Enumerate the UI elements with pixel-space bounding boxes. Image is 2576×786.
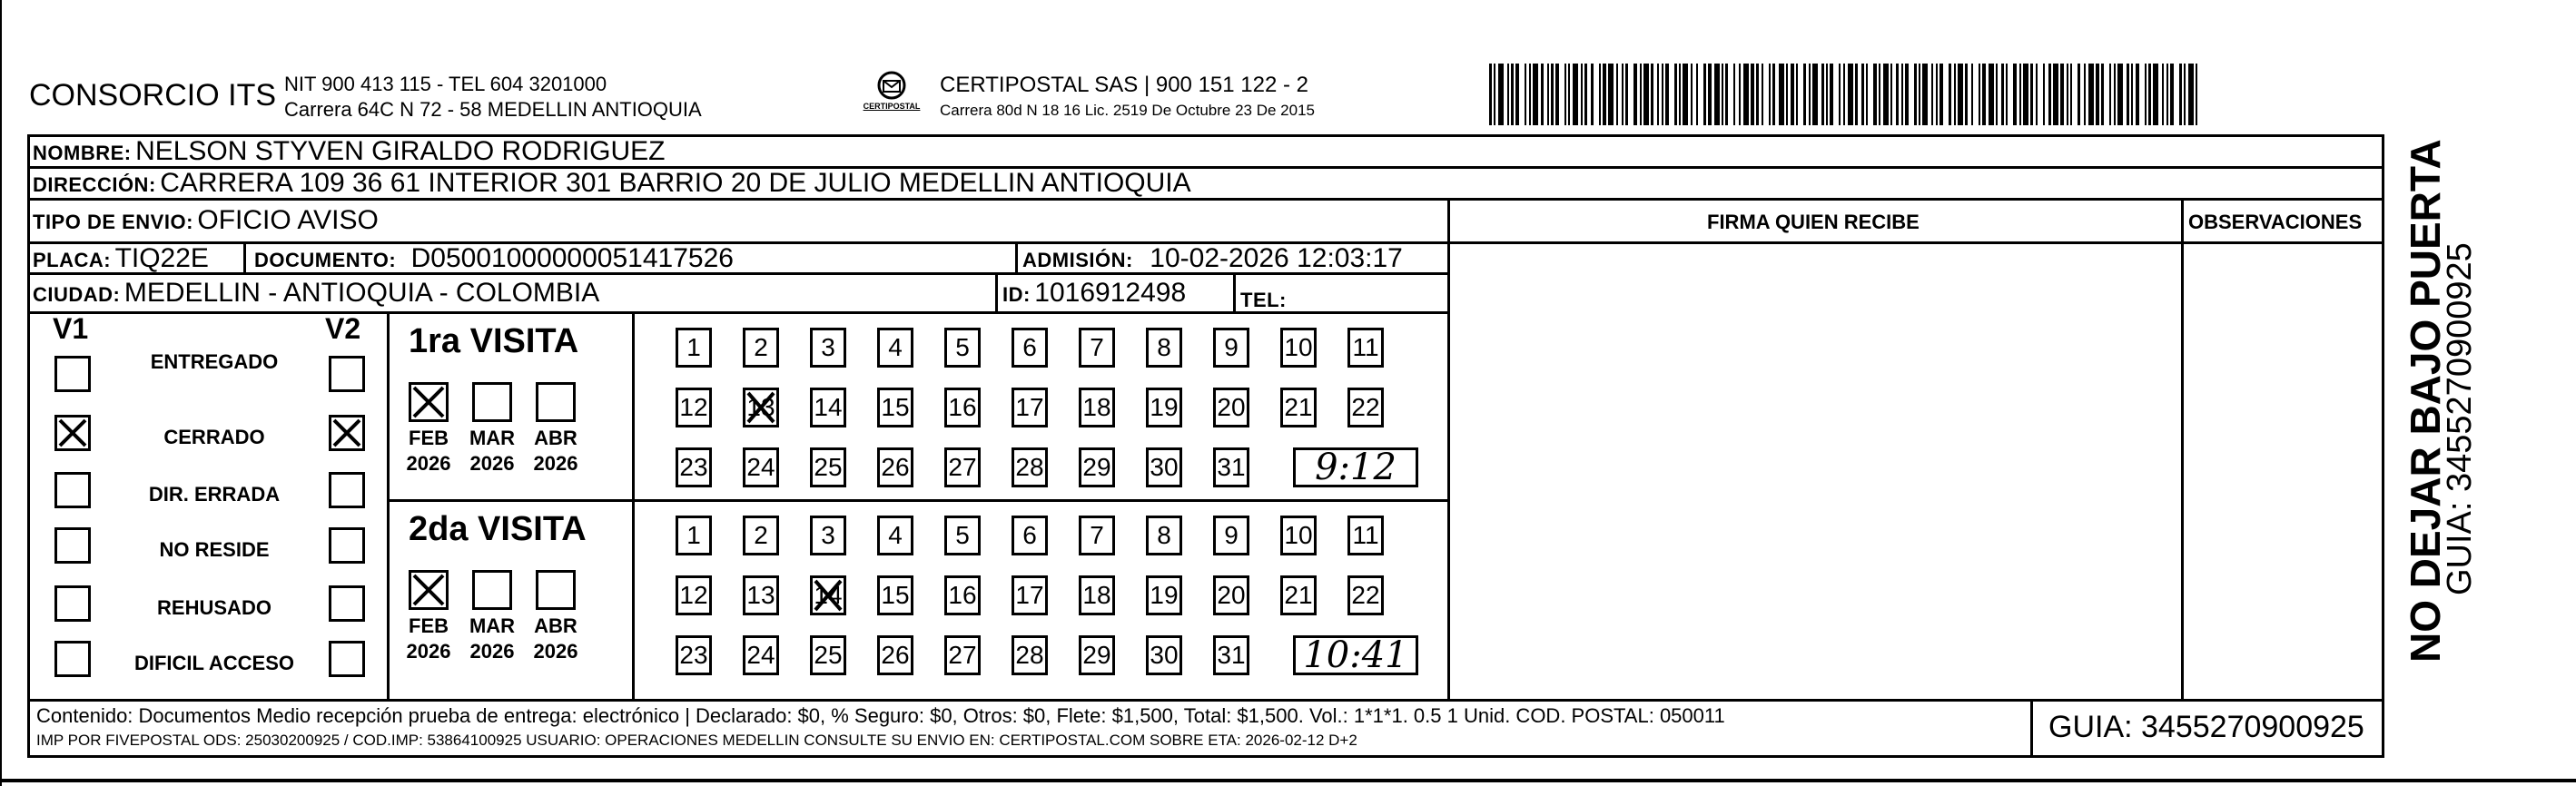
tipo-row — [33, 205, 379, 236]
barcode-bar — [1529, 64, 1531, 125]
barcode-bar — [1616, 64, 1618, 125]
barcode-bar — [1696, 64, 1698, 125]
barcode-bar — [1979, 64, 1980, 125]
barcode-bar — [1965, 64, 1968, 125]
company-address: Carrera 64C N 72 - 58 MEDELLIN ANTIOQUIA — [284, 98, 702, 121]
v2-checkbox[interactable] — [329, 585, 365, 622]
barcode-bar — [1839, 64, 1841, 125]
side-warning: NO DEJAR BAJO PUERTA — [2402, 139, 2449, 663]
barcode-bar — [1683, 64, 1688, 125]
direccion-row — [33, 168, 1191, 199]
day-box[interactable]: 21 — [1280, 388, 1317, 427]
barcode-bar — [1679, 64, 1681, 125]
month-checkbox[interactable] — [472, 382, 512, 422]
v2-checkbox[interactable] — [329, 472, 365, 508]
barcode-bar — [1791, 64, 1794, 125]
barcode-bar — [1989, 64, 1994, 125]
barcode-bar — [1971, 64, 1973, 125]
month-label: FEB 2026 — [406, 614, 451, 663]
v1-checkbox[interactable] — [54, 356, 91, 392]
firma-col-line — [1447, 198, 1450, 702]
page-left-border — [0, 0, 2, 786]
day-box[interactable]: 18 — [1079, 388, 1115, 427]
x-mark-icon — [745, 390, 776, 425]
month-checkbox[interactable] — [472, 570, 512, 610]
barcode-bar — [1954, 64, 1956, 125]
barcode-bar — [1896, 64, 1899, 125]
barcode-bar — [1625, 64, 1628, 125]
admision-cell — [1022, 243, 1403, 274]
admision-label: ADMISIÓN: — [1022, 249, 1133, 271]
barcode-bar — [2013, 64, 2017, 125]
barcode-bar — [2067, 64, 2068, 125]
day-box[interactable]: 15 — [877, 575, 913, 615]
barcode-bar — [1581, 64, 1583, 125]
barcode-bar — [1722, 64, 1723, 125]
v1-checkbox[interactable] — [54, 472, 91, 508]
barcode-bar — [1674, 64, 1677, 125]
barcode-bar — [2188, 64, 2194, 125]
barcode-bar — [2184, 64, 2186, 125]
day-box[interactable]: 23 — [676, 447, 712, 487]
barcode-bar — [1551, 64, 1554, 125]
day-box[interactable]: 25 — [810, 447, 846, 487]
day-box[interactable]: 8 — [1146, 516, 1182, 555]
observaciones-header: OBSERVACIONES — [2188, 211, 2363, 233]
carrier-address: Carrera 80d N 18 16 Lic. 2519 De Octubre 23 De 2015 — [940, 102, 1315, 119]
direccion-value: CARRERA 109 36 61 INTERIOR 301 BARRIO 20 DE JULIO MEDELLIN ANTIOQUIA — [160, 168, 1191, 198]
carrier-name: CERTIPOSTAL SAS | 900 151 122 - 2 — [940, 73, 1308, 97]
barcode-bar — [1603, 64, 1606, 125]
barcode-bar — [1996, 64, 1998, 125]
day-box[interactable]: 29 — [1079, 447, 1115, 487]
barcode-bar — [1843, 64, 1845, 125]
barcode-bar — [2060, 64, 2064, 125]
x-mark-icon — [57, 418, 88, 448]
day-box[interactable]: 11 — [1347, 516, 1384, 555]
day-box[interactable]: 6 — [1012, 328, 1048, 368]
barcode-bar — [2131, 64, 2133, 125]
tel-cell — [1240, 283, 1287, 314]
barcode-bar — [2070, 64, 2072, 125]
day-box[interactable]: 20 — [1213, 575, 1249, 615]
barcode-bar — [1873, 64, 1877, 125]
day-box[interactable]: 10 — [1280, 328, 1317, 368]
v2-label: V2 — [325, 312, 361, 345]
barcode-bar — [2019, 64, 2021, 125]
barcode-bar — [1511, 64, 1514, 125]
tipo-value: OFICIO AVISO — [197, 205, 379, 235]
barcode-bar — [1714, 64, 1720, 125]
barcode-bar — [1703, 64, 1706, 125]
tipo-label: TIPO DE ENVIO: — [33, 211, 193, 233]
day-box[interactable]: 23 — [676, 635, 712, 675]
barcode-bar — [1821, 64, 1824, 125]
day-box[interactable]: 30 — [1146, 635, 1182, 675]
placa-cell — [33, 243, 209, 274]
barcode-bar — [1879, 64, 1880, 125]
barcode-bar — [1901, 64, 1903, 125]
day-box[interactable]: 13 — [743, 388, 779, 427]
v1-checkbox[interactable] — [54, 585, 91, 622]
footer-contenido: Contenido: Documentos Medio recepción prueba de entrega: electrónico | Declarado: $0, % Seguro: $0, Otros: $0, Flete: $1,500, Total: $1,500. Vol.: 1*1*1. 0.5 1 Unid. COD. POSTAL: 050011 — [36, 704, 1725, 727]
barcode-bar — [1769, 64, 1771, 125]
page-bottom-border — [0, 779, 2576, 782]
barcode-bar — [1633, 64, 1637, 125]
barcode-bar — [2179, 64, 2182, 125]
v2-checkbox[interactable] — [329, 527, 365, 564]
ciudad-cell — [33, 278, 599, 309]
barcode-bar — [2023, 64, 2028, 125]
documento-label: DOCUMENTO: — [254, 249, 397, 271]
status-option-label: DIFICIL ACCESO — [133, 652, 294, 674]
barcode-bar — [1866, 64, 1868, 125]
barcode-bar — [1762, 64, 1763, 125]
day-box[interactable]: 10 — [1280, 516, 1317, 555]
barcode-bar — [1796, 64, 1798, 125]
day-box[interactable]: 15 — [877, 388, 913, 427]
visit-time-box: 10:41 — [1293, 635, 1418, 675]
day-box[interactable]: 29 — [1079, 635, 1115, 675]
barcode-bar — [1657, 64, 1659, 125]
barcode-bar — [1830, 64, 1833, 125]
barcode-bar — [2048, 64, 2051, 125]
month-label: ABR 2026 — [533, 614, 578, 663]
barcode-bar — [2036, 64, 2038, 125]
day-box[interactable]: 18 — [1079, 575, 1115, 615]
v1-checkbox[interactable] — [54, 415, 91, 451]
barcode-bar — [1826, 64, 1828, 125]
x-mark-icon — [411, 573, 446, 607]
ciudad-label: CIUDAD: — [33, 283, 121, 306]
company-nit: NIT 900 413 115 - TEL 604 3201000 — [284, 73, 607, 95]
barcode-bar — [1494, 64, 1495, 125]
month-label: MAR 2026 — [469, 427, 516, 475]
barcode-bar — [2145, 64, 2147, 125]
logo-text: CERTIPOSTAL — [863, 102, 921, 111]
day-box[interactable]: 27 — [944, 447, 981, 487]
x-mark-icon — [331, 418, 362, 448]
month-label: FEB 2026 — [406, 427, 451, 475]
barcode-bar — [2084, 64, 2086, 125]
id-cell — [1002, 278, 1186, 309]
status-option-label: NO RESIDE — [159, 538, 270, 561]
day-box[interactable]: 11 — [1347, 328, 1384, 368]
barcode-bar — [2053, 64, 2058, 125]
status-visit-sep — [387, 311, 390, 702]
day-box[interactable]: 14 — [810, 388, 846, 427]
barcode-bar — [1756, 64, 1759, 125]
barcode-bar — [1958, 64, 1963, 125]
day-box[interactable]: 24 — [743, 447, 779, 487]
day-box[interactable]: 9 — [1213, 328, 1249, 368]
v1-checkbox[interactable] — [54, 527, 91, 564]
row-line-5 — [27, 311, 1449, 314]
barcode-bar — [1591, 64, 1594, 125]
barcode-bar — [1855, 64, 1858, 125]
day-box[interactable]: 31 — [1213, 635, 1249, 675]
v1-checkbox[interactable] — [54, 641, 91, 677]
day-box[interactable]: 4 — [877, 328, 913, 368]
barcode-bar — [2078, 64, 2080, 125]
barcode-bar — [2088, 64, 2094, 125]
v2-checkbox[interactable] — [329, 641, 365, 677]
v1-label: V1 — [53, 312, 89, 345]
barcode-bar — [2043, 64, 2045, 125]
visit-time-box: 9:12 — [1293, 447, 1418, 487]
barcode-bar — [1982, 64, 1986, 125]
nombre-label: NOMBRE: — [33, 142, 132, 164]
barcode-bar — [1812, 64, 1818, 125]
day-box[interactable]: 24 — [743, 635, 779, 675]
barcode-bar — [1489, 64, 1492, 125]
day-box[interactable]: 3 — [810, 516, 846, 555]
day-box[interactable]: 12 — [676, 388, 712, 427]
barcode-bar — [1883, 64, 1889, 125]
day-box[interactable]: 19 — [1146, 388, 1182, 427]
barcode-bar — [2127, 64, 2129, 125]
barcode-bar — [1919, 64, 1920, 125]
barcode-bar — [1665, 64, 1669, 125]
visit-divider-line — [387, 499, 1449, 502]
firma-header: FIRMA QUIEN RECIBE — [1707, 211, 1920, 233]
barcode-bar — [1651, 64, 1653, 125]
day-box[interactable]: 28 — [1012, 447, 1048, 487]
day-box[interactable]: 21 — [1280, 575, 1317, 615]
day-box[interactable]: 16 — [944, 388, 981, 427]
footer-guia: GUIA: 3455270900925 — [2048, 710, 2364, 744]
barcode-bar — [1949, 64, 1951, 125]
day-box[interactable]: 16 — [944, 575, 981, 615]
admision-sep — [1015, 241, 1018, 274]
day-box[interactable]: 14 — [810, 575, 846, 615]
barcode-bar — [2096, 64, 2099, 125]
day-box[interactable]: 17 — [1012, 388, 1048, 427]
day-box[interactable]: 4 — [877, 516, 913, 555]
barcode-bar — [2166, 64, 2168, 125]
visit-title: 1ra VISITA — [409, 322, 579, 360]
barcode-bar — [1643, 64, 1649, 125]
tel-sep — [1233, 272, 1236, 313]
admision-value: 10-02-2026 12:03:17 — [1150, 243, 1403, 273]
obs-col-line — [2181, 198, 2184, 702]
table-right-line — [2382, 134, 2384, 758]
day-box[interactable]: 8 — [1146, 328, 1182, 368]
barcode-bar — [1555, 64, 1559, 125]
barcode-bar — [1584, 64, 1587, 125]
barcode-bar — [2101, 64, 2104, 125]
day-box[interactable]: 20 — [1213, 388, 1249, 427]
day-box[interactable]: 5 — [944, 516, 981, 555]
day-box[interactable]: 5 — [944, 328, 981, 368]
table-left-line — [27, 134, 30, 758]
day-box[interactable]: 19 — [1146, 575, 1182, 615]
barcode — [1489, 64, 2206, 125]
day-box[interactable]: 3 — [810, 328, 846, 368]
day-box[interactable]: 31 — [1213, 447, 1249, 487]
direccion-label: DIRECCIÓN: — [33, 173, 156, 196]
barcode-bar — [1541, 64, 1544, 125]
day-box[interactable]: 7 — [1079, 328, 1115, 368]
ciudad-value: MEDELLIN - ANTIOQUIA - COLOMBIA — [123, 278, 600, 308]
day-box[interactable]: 22 — [1347, 575, 1384, 615]
v2-checkbox[interactable] — [329, 356, 365, 392]
barcode-bar — [1691, 64, 1693, 125]
day-box[interactable]: 1 — [676, 516, 712, 555]
barcode-bar — [1725, 64, 1728, 125]
barcode-bar — [1640, 64, 1642, 125]
barcode-bar — [1564, 64, 1566, 125]
side-guia: GUIA: 3455270900925 — [2441, 242, 2479, 595]
barcode-bar — [1786, 64, 1788, 125]
barcode-bar — [2117, 64, 2123, 125]
status-option-label: REHUSADO — [157, 596, 271, 619]
day-box[interactable]: 28 — [1012, 635, 1048, 675]
barcode-bar — [1708, 64, 1712, 125]
placa-sep — [243, 241, 246, 274]
id-label: ID: — [1002, 283, 1031, 306]
barcode-bar — [1573, 64, 1578, 125]
barcode-bar — [2006, 64, 2008, 125]
barcode-bar — [2162, 64, 2164, 125]
day-box[interactable]: 1 — [676, 328, 712, 368]
barcode-bar — [1568, 64, 1570, 125]
barcode-bar — [1861, 64, 1864, 125]
barcode-bar — [1608, 64, 1614, 125]
nombre-value: NELSON STYVEN GIRALDO RODRIGUEZ — [135, 136, 666, 166]
barcode-bar — [1905, 64, 1909, 125]
month-label: ABR 2026 — [533, 427, 578, 475]
barcode-bar — [1515, 64, 1519, 125]
barcode-bar — [1914, 64, 1917, 125]
barcode-bar — [1547, 64, 1549, 125]
month-checkbox[interactable] — [536, 382, 576, 422]
day-box[interactable]: 25 — [810, 635, 846, 675]
tel-label: TEL: — [1240, 289, 1287, 311]
day-box[interactable]: 30 — [1146, 447, 1182, 487]
status-option-label: CERRADO — [163, 426, 265, 448]
day-box[interactable]: 2 — [743, 328, 779, 368]
day-box[interactable]: 13 — [743, 575, 779, 615]
barcode-bar — [1779, 64, 1784, 125]
nombre-row — [33, 136, 666, 167]
barcode-bar — [1803, 64, 1806, 125]
barcode-bar — [1622, 64, 1624, 125]
day-box[interactable]: 26 — [877, 635, 913, 675]
barcode-bar — [2170, 64, 2174, 125]
x-mark-icon — [813, 578, 844, 613]
day-box[interactable]: 22 — [1347, 388, 1384, 427]
barcode-bar — [2136, 64, 2139, 125]
barcode-bar — [1936, 64, 1938, 125]
barcode-bar — [1743, 64, 1749, 125]
barcode-bar — [1809, 64, 1811, 125]
id-sep — [995, 272, 998, 313]
day-box[interactable]: 6 — [1012, 516, 1048, 555]
status-option-label: DIR. ERRADA — [148, 483, 281, 506]
documento-value: D05001000000051417526 — [410, 243, 734, 273]
day-box[interactable]: 17 — [1012, 575, 1048, 615]
barcode-bar — [1498, 64, 1504, 125]
barcode-bar — [1733, 64, 1735, 125]
barcode-bar — [1533, 64, 1538, 125]
company-name: CONSORCIO ITS — [29, 78, 277, 113]
barcode-bar — [2001, 64, 2004, 125]
day-box[interactable]: 27 — [944, 635, 981, 675]
visit-title: 2da VISITA — [409, 510, 587, 548]
barcode-bar — [1890, 64, 1892, 125]
barcode-bar — [1848, 64, 1853, 125]
day-box[interactable]: 9 — [1213, 516, 1249, 555]
barcode-bar — [1662, 64, 1663, 125]
id-value: 1016912498 — [1034, 278, 1187, 308]
barcode-bar — [1525, 64, 1526, 125]
barcode-bar — [2196, 64, 2197, 125]
day-box[interactable]: 7 — [1079, 516, 1115, 555]
month-label: MAR 2026 — [469, 614, 516, 663]
barcode-bar — [2030, 64, 2033, 125]
barcode-bar — [2153, 64, 2158, 125]
guia-box-sep — [2030, 699, 2033, 757]
month-days-sep — [632, 311, 635, 702]
barcode-bar — [2148, 64, 2151, 125]
month-checkbox[interactable] — [409, 570, 449, 610]
month-checkbox[interactable] — [536, 570, 576, 610]
barcode-bar — [2114, 64, 2116, 125]
barcode-bar — [1931, 64, 1933, 125]
footer-imp: IMP POR FIVEPOSTAL ODS: 25030200925 / COD.IMP: 53864100925 USUARIO: OPERACIONES MEDELLIN CONSULTE SU ENVIO EN: CERTIPOSTAL.COM SOBRE ETA: 2026-02-12 D+2 — [36, 732, 1357, 749]
barcode-bar — [1772, 64, 1775, 125]
certipostal-logo — [855, 69, 928, 116]
barcode-bar — [1922, 64, 1928, 125]
placa-label: PLACA: — [33, 249, 112, 271]
placa-value: TIQ22E — [114, 243, 209, 273]
x-mark-icon — [411, 385, 446, 419]
v2-checkbox[interactable] — [329, 415, 365, 451]
documento-cell — [254, 243, 734, 274]
barcode-bar — [2109, 64, 2111, 125]
month-checkbox[interactable] — [409, 382, 449, 422]
day-box[interactable]: 26 — [877, 447, 913, 487]
barcode-bar — [1939, 64, 1943, 125]
day-box[interactable]: 12 — [676, 575, 712, 615]
barcode-bar — [1507, 64, 1509, 125]
day-box[interactable]: 2 — [743, 516, 779, 555]
status-option-label: ENTREGADO — [150, 350, 279, 373]
barcode-bar — [1751, 64, 1754, 125]
barcode-bar — [1599, 64, 1601, 125]
barcode-bar — [1739, 64, 1741, 125]
